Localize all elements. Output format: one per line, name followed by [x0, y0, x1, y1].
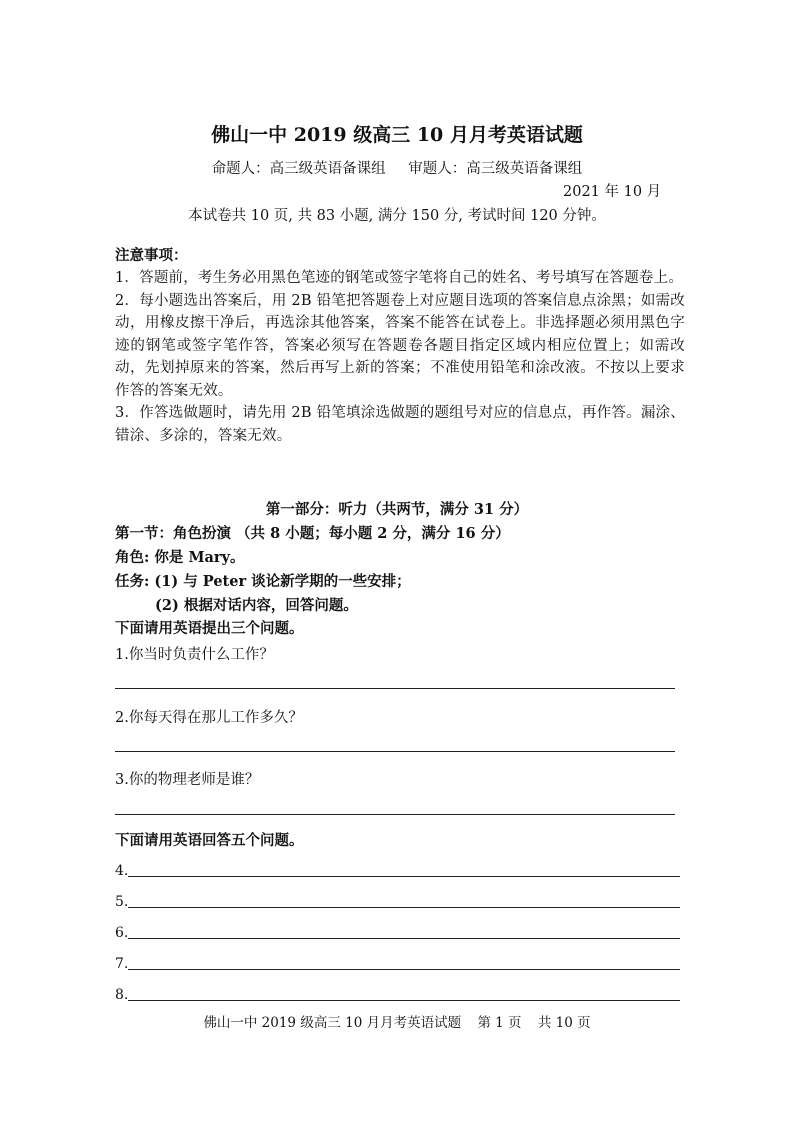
- note-item-2: 2．每小题选出答案后，用 2B 铅笔把答题卷上对应题目选项的答案信息点涂黑；如需改动，用橡皮擦干净后，再选涂其他答案，答案不能答在试卷上。非选择题必须用黑色字迹的钢笔或签字笔作答，答案必须写在答题卷各题目指定区域内相应位置上；如需改动，先划掉原来的答案，然后再写上新的答案；不准使用铅笔和涂改液。不按以上要求作答的答案无效。: [115, 292, 685, 399]
- footer-title: 佛山一中 2019 级高三 10 月月考英语试题: [203, 1015, 462, 1031]
- section1-heading: 第一节：角色扮演 （共 8 小题；每小题 2 分，满分 16 分）: [115, 525, 510, 542]
- answer-line-3[interactable]: [115, 814, 675, 815]
- answer-blank[interactable]: [128, 999, 680, 1001]
- answer-row-4[interactable]: [115, 861, 680, 879]
- answer-row-7[interactable]: [115, 954, 680, 972]
- role-line: 角色: 你是 Mary。: [115, 549, 245, 566]
- question-1: 1.你当时负责什么工作？: [115, 647, 274, 663]
- question-2: 2.你每天得在那儿工作多久？: [115, 710, 303, 726]
- exam-info: 本试卷共 10 页, 共 83 小题, 满分 150 分, 考试时间 120 分钟。: [188, 208, 606, 224]
- answer-row-6[interactable]: [115, 923, 680, 941]
- answer-number: 7.: [115, 956, 129, 972]
- answer-row-5[interactable]: [115, 892, 680, 910]
- notes-section: [115, 245, 685, 447]
- answer-blank[interactable]: [128, 937, 680, 939]
- setters-line: [0, 157, 794, 178]
- ask-heading: 下面请用英语提出三个问题。: [115, 620, 304, 637]
- page-title: 佛山一中 2019 级高三 10 月月考英语试题: [211, 124, 583, 146]
- question-3: 3.你的物理老师是谁？: [115, 772, 260, 788]
- answer-blank[interactable]: [128, 968, 680, 970]
- answer-number: 8.: [115, 987, 129, 1003]
- footer-page: 第 1 页: [477, 1015, 522, 1031]
- answer-number: 6.: [115, 925, 129, 941]
- setter-text: 命题人：高三级英语备课组: [211, 161, 386, 177]
- task-line-2: (2) 根据对话内容，回答问题。: [155, 597, 358, 614]
- answer-blank[interactable]: [128, 875, 680, 877]
- reviewer-text: 审题人：高三级英语备课组: [408, 161, 583, 177]
- answer-line-1[interactable]: [115, 688, 675, 689]
- part1-heading: 第一部分：听力（共两节，满分 31 分）: [265, 501, 529, 518]
- task-line-1: 任务: (1) 与 Peter 谈论新学期的一些安排；: [115, 573, 411, 590]
- note-item-1: 1．答题前，考生务必用黑色笔迹的钢笔或签字笔将自己的姓名、考号填写在答题卷上。: [115, 270, 684, 286]
- answer-number: 4.: [115, 863, 129, 879]
- note-item-3: 3．作答选做题时，请先用 2B 铅笔填涂选做题的题组号对应的信息点，再作答。漏涂、错涂、多涂的，答案无效。: [115, 405, 685, 444]
- answer-heading: 下面请用英语回答五个问题。: [115, 832, 304, 849]
- footer-total: 共 10 页: [537, 1015, 591, 1031]
- answer-line-2[interactable]: [115, 751, 675, 752]
- answer-row-8[interactable]: [115, 985, 680, 1003]
- answer-blank[interactable]: [128, 906, 680, 908]
- notes-heading: 注意事项：: [115, 247, 188, 264]
- answer-number: 5.: [115, 894, 129, 910]
- page-footer: [0, 1011, 794, 1031]
- exam-date: 2021 年 10 月: [563, 184, 662, 200]
